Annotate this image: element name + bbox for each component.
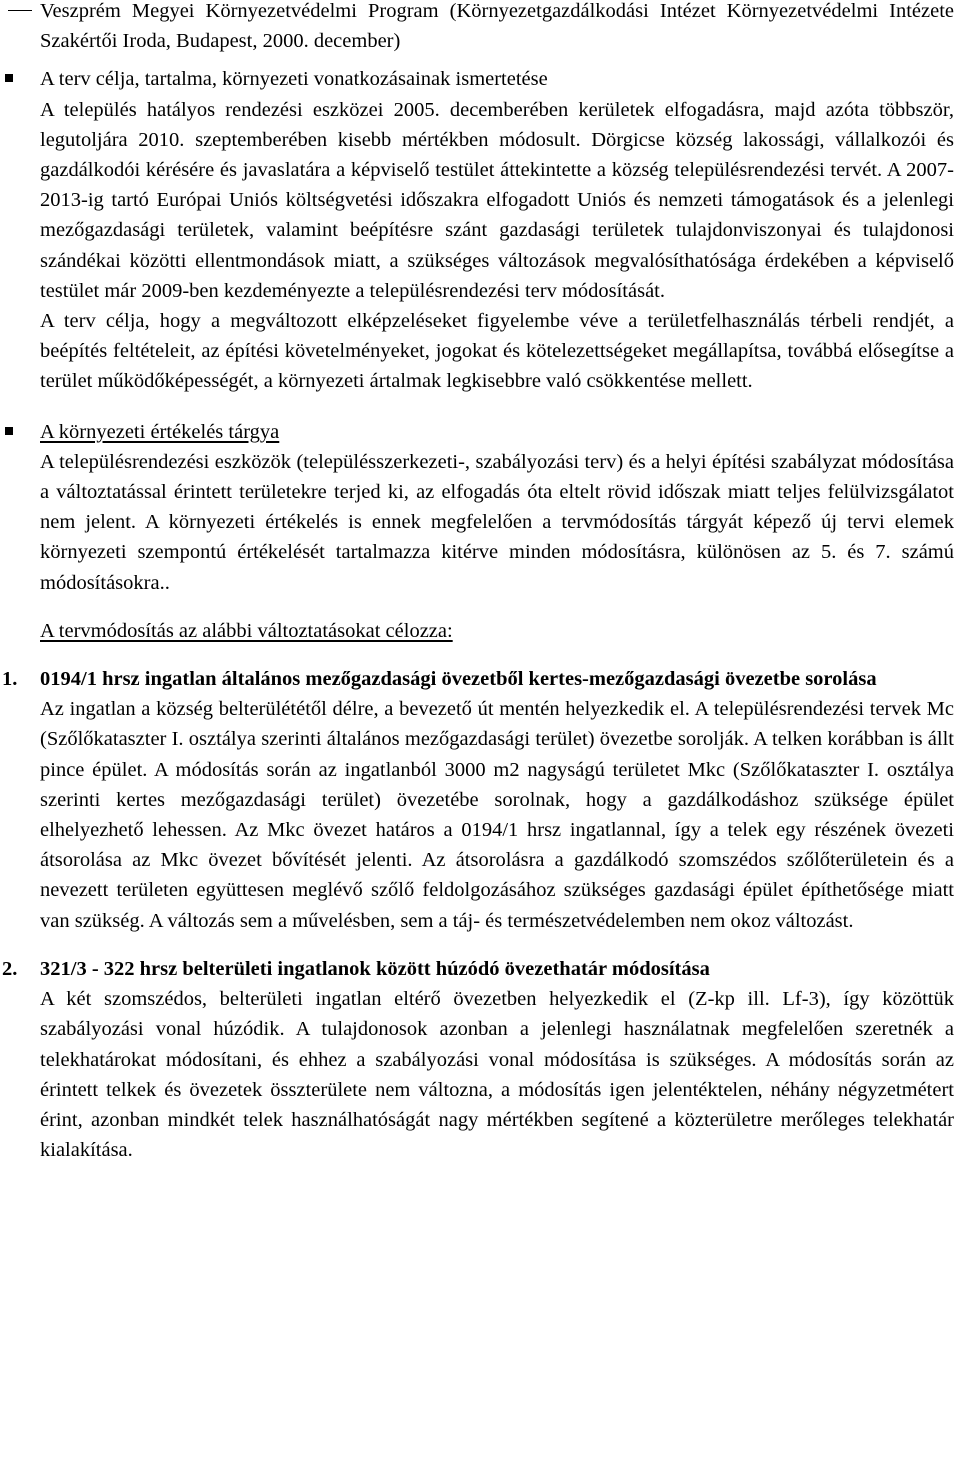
item-number: 1. [2,668,18,691]
change-item [0,664,960,936]
intro-text: Veszprém Megyei Környezetvédelmi Program (Környezetgazdálkodási Intézet Környezetvédelmi Intézete Szakértői Iroda, Budapest, 2000. december) [40,0,954,53]
section-subject [0,417,960,598]
section-subject-heading: A környezeti értékelés tárgya [40,420,280,443]
changes-heading: A tervmódosítás az alábbi változtatásokat célozza: [40,619,453,642]
square-bullet-icon [5,427,13,435]
intro-dash-item [0,0,960,56]
section-purpose [0,64,960,396]
item-text: Az ingatlan a község belterülététől délre, a bevezető út mentén helyezkedik el. A településrendezési tervek Mc (Szőlőkataszter I. osztálya szerinti általános mezőgazdasági terület) övezetbe sorolják. A telken korábban is állt pince épület. A módosítás során az ingatlanból 3000 m2 nagyságú területet Mkc (Szőlőkataszter I. osztálya szerinti kertes mezőgazdasági terület) övezetébe sorolnak, hogy a gazdálkodáshoz szüksége épület elhelyezhető lehessen. Az Mkc övezet határos a 0194/1 hrsz ingatlannal, így a telek egy részének övezeti átsorolása az Mkc övezet bővítését jelenti. Az átsorolásra a gazdálkodó szomszédos szőlőterületein és a nevezett területen együttesen meglévő szőlő feldolgozásához szükséges gazdasági épület építhetősége miatt van szükség. A változás sem a művelésben, sem a táj- és természetvédelemben nem okoz változást. [40,698,954,932]
square-bullet-icon [5,74,13,82]
dash-bullet-icon [8,10,32,11]
section-purpose-paragraph-2: A terv célja, hogy a megváltozott elképzeléseket figyelembe véve a területfelhasználás térbeli rendjét, a beépítés feltételeit, az építési követelményeket, jogokat és kötelezettségeket megállapítsa, továbbá elősegítse a terület működőképességét, a környezeti ártalmak legkisebbre való csökkentése mellett. [40,310,954,393]
item-text: A két szomszédos, belterületi ingatlan eltérő övezetben helyezkedik el (Z-kp ill. Lf-3), így közöttük szabályozási vonal húzódik. A tulajdonosok azonban a jelenlegi használatnak megfelelően szeretnék a telekhatárokat módosítani, és ehhez a szabályozási vonal módosítása is szükséges. A módosítás során az érintett telkek és övezetek összterülete nem változna, a módosítás igen jelentéktelen, néhány négyzetmétert érint, azonban mindkét telek használhatóságát nagy mértékben segítené a közterületre merőleges telekhatár kialakítása. [40,988,954,1162]
section-purpose-paragraph-1: A település hatályos rendezési eszközei 2005. decemberében kerületek elfogadásra, majd azóta többször, legutoljára 2010. szeptemberében kisebb mértékben módosult. Dörgicse község lakossági, vállalkozói és gazdálkodói kérésére és javaslatára a képviselő testület áttekintette a község településrendezési tervét. A 2007-2013-ig tartó Európai Uniós költségvetési időszakra elfogadott Uniós és nemzeti támogatások és a jelenlegi mezőgazdasági területek, valamint beépítésre szánt gazdasági területek tulajdonviszonyai és tulajdonosi szándékai közötti ellentmondások miatt, a szükséges változások megvalósíthatósága érdekében a képviselő testület már 2009-ben kezdeményezte a településrendezési terv módosítását. [40,98,954,302]
item-title: 321/3 - 322 hrsz belterületi ingatlanok között húzódó övezethatár módosítása [40,957,710,980]
item-title: 0194/1 hrsz ingatlan általános mezőgazdasági övezetből kertes-mezőgazdasági övezetbe sorolása [40,668,877,691]
section-subject-paragraph: A településrendezési eszközök (településszerkezeti-, szabályozási terv) és a helyi építési szabályzat módosítása a változtatással érintett területekre terjed ki, az elfogadás óta eltelt rövid időszak miatt teljes felülvizsgálatot nem jelent. A környezeti értékelés is ennek megfelelően a tervmódosítás tárgyát képező új tervi elemek környezeti szempontú értékelését tartalmazza kitérve minden módosításra, különösen az 5. és 7. számú módosításokra.. [40,450,954,594]
item-number: 2. [2,957,18,980]
change-item [0,954,960,1165]
section-purpose-heading: A terv célja, tartalma, környezeti vonatkozásainak ismertetése [40,68,548,91]
changes-heading-block [0,616,960,646]
